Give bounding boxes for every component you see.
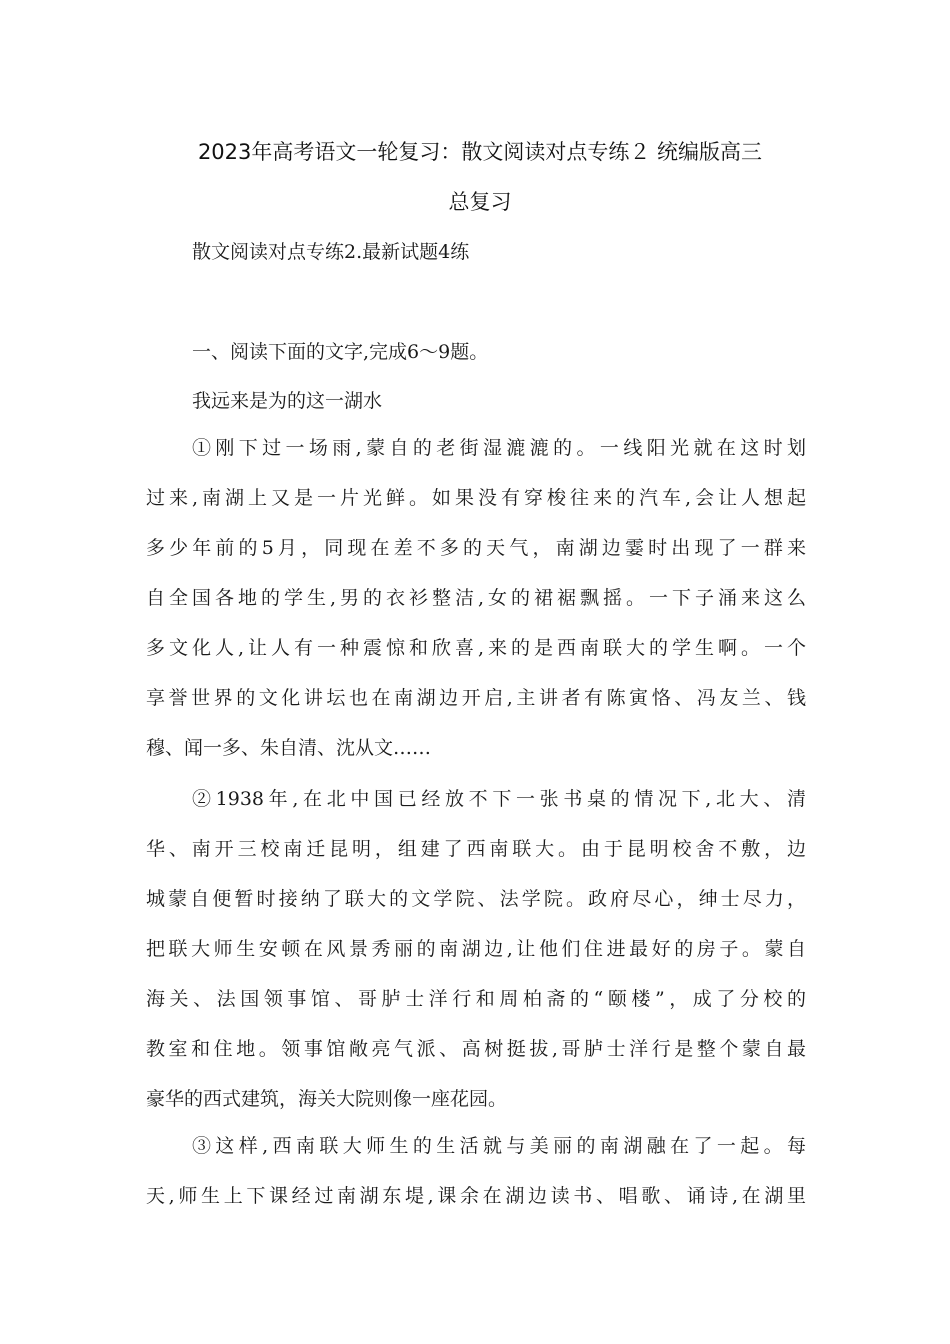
paragraph-line: 把联大师生安顿在风景秀丽的南湖边,让他们住进最好的房子。蒙自 <box>146 938 806 960</box>
paragraph-3 <box>146 1121 806 1221</box>
paragraph-line: ①刚下过一场雨,蒙自的老街湿漉漉的。一线阳光就在这时划 <box>192 437 806 459</box>
section-instruction: 一、阅读下面的文字,完成6～9题。 <box>192 341 489 363</box>
paragraph-line: 多文化人,让人有一种震惊和欣喜,来的是西南联大的学生啊。一个 <box>146 637 806 659</box>
paragraph-line: 过来,南湖上又是一片光鲜。如果没有穿梭往来的汽车,会让人想起 <box>146 487 806 509</box>
article-title: 我远来是为的这一湖水 <box>192 390 383 412</box>
paragraph-line: 海关、法国领事馆、哥胪士洋行和周柏斋的“颐楼”，成了分校的 <box>146 988 806 1010</box>
paragraph-line: 豪华的西式建筑，海关大院则像一座花园。 <box>146 1088 508 1110</box>
paragraph-line: 城蒙自便暂时接纳了联大的文学院、法学院。政府尽心，绅士尽力， <box>146 888 806 910</box>
paragraph-line: 穆、闻一多、朱自清、沈从文…… <box>146 737 432 759</box>
paragraph-line: ②1938年,在北中国已经放不下一张书桌的情况下,北大、清 <box>192 788 806 810</box>
subtitle: 散文阅读对点专练2.最新试题4练 <box>192 241 470 263</box>
paragraph-line: 自全国各地的学生,男的衣衫整洁,女的裙裾飘摇。一下子涌来这么 <box>146 587 806 609</box>
title-line-2: 总复习 <box>448 190 512 214</box>
paragraph-line: 享誉世界的文化讲坛也在南湖边开启,主讲者有陈寅恪、冯友兰、钱 <box>146 687 806 709</box>
paragraph-line: 多少年前的5月，同现在差不多的天气，南湖边霎时出现了一群来 <box>146 537 806 559</box>
paragraph-line: 天,师生上下课经过南湖东堤,课余在湖边读书、唱歌、诵诗,在湖里 <box>146 1185 806 1207</box>
paragraph-2 <box>146 774 806 1124</box>
paragraph-1 <box>146 423 806 773</box>
document-title <box>150 127 810 227</box>
paragraph-line: 华、南开三校南迁昆明，组建了西南联大。由于昆明校舍不敷，边 <box>146 838 806 860</box>
paragraph-line: ③这样,西南联大师生的生活就与美丽的南湖融在了一起。每 <box>192 1135 806 1157</box>
title-line-1: 2023年高考语文一轮复习：散文阅读对点专练２ 统编版高三 <box>197 140 763 164</box>
paragraph-line: 教室和住地。领事馆敞亮气派、高树挺拔,哥胪士洋行是整个蒙自最 <box>146 1038 806 1060</box>
